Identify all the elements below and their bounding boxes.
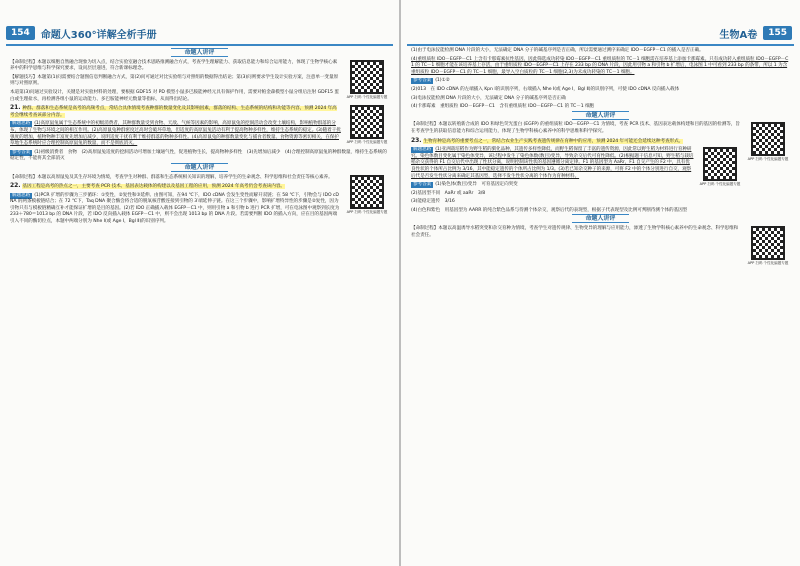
paragraph: 本道第(3)问通过实验设计，关键是对实验材料的处理，要根据 GDF15 对 PD 模型小鼠多巴胺能神经元具有保护作用，需要对帕金森模型小鼠分组后注射 GDF15 蛋白或生理盐水，再检测各组小鼠的运动能力、多巴胺能神经元数量等指标，从而得出结论。 <box>10 89 339 102</box>
answer-para: 参考答案 (1)染色体(数目)变异 可育基因定向突变 <box>413 182 518 188</box>
solution-para: 解题思路 (1)PCR 扩增的步骤为三步循环：①变性，②复性和③延伸。由图可知，在94 ℃下，IDO cDNA 会发生变性而解开双链；在 58 ℃下，引物会与 IDO cDNA 的两条模板链结合；在 72 ℃下，Taq DNA 聚合酶会将合适的脱氧核苷酸连接到引物的 3′端延伸子链。在这三个步骤中，影响扩增特异性的步骤是②复性，因为引物只有与模板链精确互补才能保证扩增的是目的基因。(2)若 IDO 正确插入载体 EGFP－C1 中，则用引物 a 和引物 b 进行 PCR 扩增，可在电泳图中观察到长度为 233＋780＝1013 bp 的 DNA 片段，若 IDO 反向插入载体 EGFP－C1 中，则不会出现 1013 bp 的 DNA 片段。若需要判断 IDO 的插入方向，应在目的基因两端引入不同的酶切位点，本题中两端分别为 Nhe Ⅰ(或 Age Ⅰ，Bgl Ⅱ)的识别序列。 <box>10 192 340 225</box>
answer-para: (4)白色和紫色 用基因型为 AARR 的纯合紫色品系与待测个体杂交，观察后代的表现型，根据子代表现型及比例可判断待测个体的基因型 <box>411 207 688 213</box>
qr-code-icon <box>751 226 785 260</box>
qr-code-block: APP 扫码 个性化编题专题 <box>345 175 389 214</box>
left-page <box>0 0 399 566</box>
question-23: 23. 生物育种是高考的重要考点之一，常结合农业生产实践考查遗传规律在育种中的应用，预测 2024 年可能还会延续这种考查形式。 <box>411 136 684 144</box>
paragraph: 【解题技巧】本题第(1)问需要结合题图信息判断融合方式，第(2)问可通过对比实验组与对照组的数据得出结论；第(3)问则要求学生设计实验方案，注意单一变量原则与对照原则。 <box>10 74 339 87</box>
label-tag: 参考答案 <box>413 78 432 84</box>
right-page <box>401 0 800 566</box>
label-tag: 解题思路 <box>12 121 31 127</box>
answer-para: (3)电泳仪能检测 DNA 片段的大小，无法确定 DNA 分子的碱基序列是否正确 <box>411 95 566 101</box>
section-title: 命题人讲评 <box>10 165 389 172</box>
answer-para: (4)卡那霉素 重组质粒 IDO－EGFP－C1 含有重组质粒 IDO－EGFP－C1 的 TC－1 细胞 <box>411 104 595 110</box>
answer-para: (2)013 在 IDO cDNA 的左端插入 Kpn Ⅰ的识别序列，右端插入 Nhe Ⅰ(或 Age Ⅰ，Bgl Ⅱ)的识别序列，可使 IDO cDNA 反向插入载体 <box>411 86 680 92</box>
answer-para: 参考答案 (1)初级消费者 食物 (2)高原鼠兔适度的挖洞活动可增加土壤通气性，促进植物生长，提高物种多样性 (3)先增加后减少 (4)合理控制高原鼠兔的种群数量，维持生态系统的稳定性，不能将其全部消灭 <box>10 149 387 162</box>
paragraph: 【命制过程】本题以高原鼠兔及其生存环境为情境，考查学生对种群、群落和生态系统相关知识的理解，培养学生的生命观念、科学思维和社会责任等核心素养。 <box>10 174 333 180</box>
paragraph: 【命制过程】本题以细胞自然融合现象为切入点，结合实验室融合技术思路推测融合方式，考查学生理解能力、获取信息能力和综合运用能力，体现了生物学核心素养中的科学思维与科学探究要求，设问层层递进，符合新课标理念。 <box>10 59 338 72</box>
left-page-number: 154 <box>6 26 35 40</box>
label-tag: 解题思路 <box>12 192 31 198</box>
label-tag: 解题思路 <box>413 147 432 153</box>
section-title: 命题人讲评 <box>411 113 790 120</box>
solution-para: 解题思路 (1)亚洲栽培稻作为野生稻的驯化品种，其遗传多样性降低，而野生稻保留了丰富的遗传资源，因此常以野生稻为材料进行育种研究。染色体数目变化属于染色体变异，该过程中发生了染色体数(数目)变异，导致杂交后代可育性降低。(2)根据题干信息可知，野生稻与栽培稻杂交获得的 F1 自交后代中出现了性状分离，说明控制该性状的基因遵循分离定律。F1 的基因型为 AaRr，F1 自交产生的 F2 中，具有优良性状的个体所占比例为 3/16，其中能稳定遗传的个体所占比例为 1/3。(3)若已知杂交种子的来源，可将 F2 中的个体分别进行自交，观察后代是否发生性状分离来确定其基因型，选择不发生性状分离的个体作为育种材料。 <box>411 147 694 179</box>
qr-code-icon <box>703 147 737 181</box>
qr-code-block: APP 扫码 个性化编题专题 <box>746 226 790 265</box>
left-page-body <box>10 48 389 560</box>
qr-code-block: APP 扫码 个性化编题专题 <box>345 105 389 144</box>
question-21: 21. 种群、群落和生态系统是高考的高频考点，常结合具体情境考查种群的数量变化及其影响因素，群落的结构、生态系统的结构和功能等内容，预测 2024 年高考会继续考查该部分内容。 <box>10 104 337 118</box>
paragraph: (4)重组质粒 IDO－EGFP－C1 上含有卡那霉素抗性基因，因此筛选成功转染 IDO－EGFP－C1 重组质粒的 TC－1 细胞需在培养基上添加卡那霉素。只有成功转入重组质粒 IDO－EGFP－C1 的 TC－1 细胞才能在该培养基上存活，由于重组质粒 IDO－EGFP－C1 上存在 233 bp 的 DNA 片段，因此用引物 a 和引物 b 扩增后，电泳图 1 中可看到 233 bp 的条带，所以 1 为含重组质粒 IDO－EGFP－C1 的 TC－1 细胞，最导入空白质粒的 TC－1 细胞(2,3)为未成功转染的 TC－1 细胞。 <box>411 56 789 75</box>
right-header-rule <box>407 44 794 46</box>
qr-code-icon <box>751 122 785 156</box>
left-header <box>6 22 163 44</box>
left-header-title: 命题人360°详解全析手册 <box>40 29 157 41</box>
section-title: 命题人讲评 <box>10 50 389 57</box>
qr-code-icon <box>350 60 384 94</box>
answer-para: (2)基因型不同 AaRr 或 aaRr 3/8 <box>411 190 486 196</box>
paragraph: (1)由于电泳仪能检测 DNA 片段的大小，无法确定 DNA 分子的碱基序列是否正确，所以需要通过测序来确定 IDO－EGFP－C1 的插入是否正确。 <box>411 48 704 53</box>
qr-code-block: APP 扫码 个性化编题专题 <box>698 147 742 186</box>
paragraph: 【命制过程】本题以高温诱导水稻突变和杂交育种为情境，考查学生对遗传规律、生物变异的理解与应用能力，渗透了生物学科核心素养中的生命观念、科学思维和社会责任。 <box>411 226 739 238</box>
right-header <box>713 22 792 44</box>
section-title: 命题人讲评 <box>411 216 790 223</box>
qr-code-block: APP 扫码 个性化编题专题 <box>345 60 389 99</box>
qr-code-icon <box>350 105 384 139</box>
answer-para: (3)能稳定遗传 3/16 <box>411 199 455 205</box>
qr-code-icon <box>350 175 384 209</box>
right-page-number: 155 <box>763 26 792 40</box>
label-tag: 参考答案 <box>413 182 432 188</box>
answer-para: 参考答案 (1)①② <box>413 78 450 84</box>
right-page-body <box>411 48 790 560</box>
solution-para: 解题思路 (1)高原鼠兔属于生态系统中的初级消费者，其种群数量受到食物、天敌、气候等因素的影响，高原鼠兔的挖洞活动会改变土壤结构，影响植物群落的分布，体现了生物与环境之间的相互作用。(2)高原鼠兔种群密度过高时会破坏草地，但适度的高原鼠兔活动有利于提高物种多样性，维持生态系统的稳定。(3)随着干扰强度的增加，植物物种丰富度先增加后减少，说明适度干扰有利于维持群落的物种多样性。(4)高原鼠兔的种群数量变化与捕食者数量、食物资源等密切相关，在保护草地生态系统时应合理控制高原鼠兔的数量，而不是彻底消灭。 <box>10 121 341 147</box>
question-22: 22. 基因工程是高考的热点之一，主要考查 PCR 技术、基因表达载体的构建以及基因工程的应用，预测 2024 年高考仍会考查该内容。 <box>10 182 285 190</box>
right-header-title: 生物A卷 <box>719 29 758 41</box>
label-tag: 参考答案 <box>12 149 31 155</box>
qr-code-block: APP 扫码 个性化编题专题 <box>746 122 790 161</box>
paragraph: 【命制过程】本题以转殖新合成的 IDO 和绿色荧光蛋白 (EGFP) 的重组质粒 IDO－EGFP－C1 为情境，考查 PCR 技术、基因表达载体构建和目的基因的检测等，旨在考查学生的获取信息能力和综合运用能力，体现了生物学科核心素养中的科学思维和科学探究。 <box>411 122 740 134</box>
left-header-rule <box>6 44 393 46</box>
